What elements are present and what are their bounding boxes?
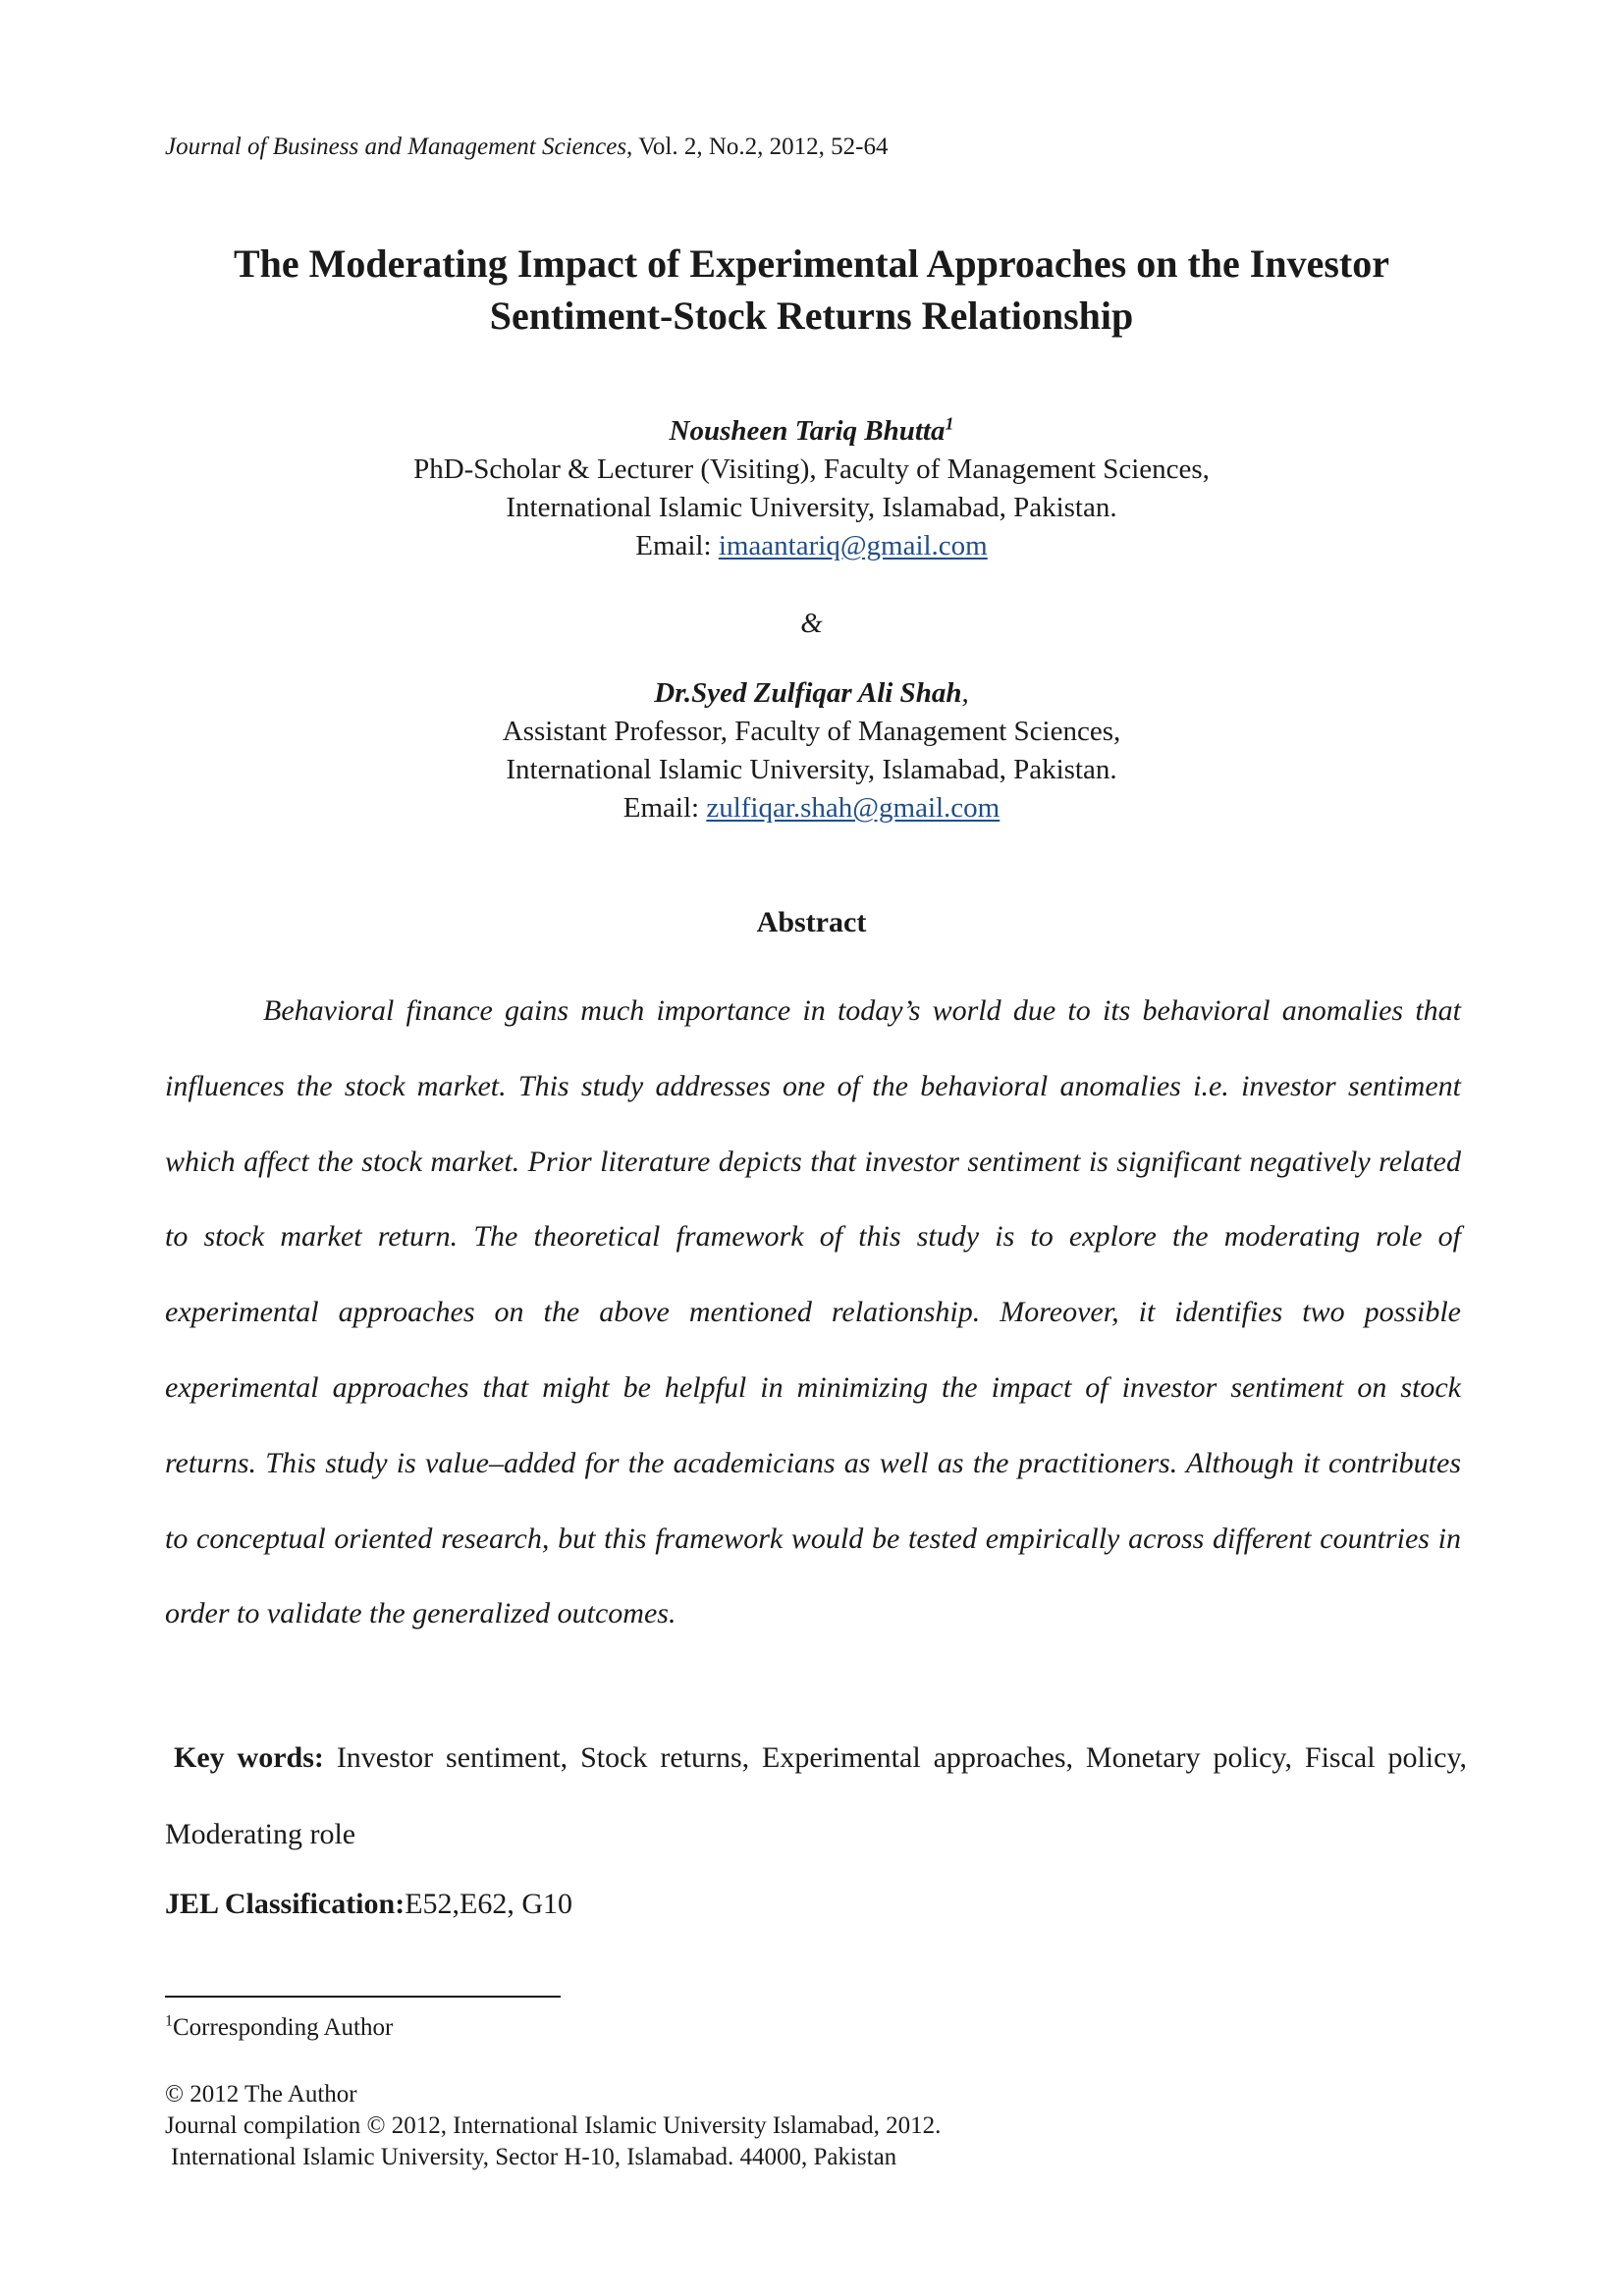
footnote	[165, 2012, 393, 2044]
copyright-line-1: © 2012 The Author	[165, 2081, 357, 2108]
keywords-label: Key words:	[174, 1741, 324, 1774]
abstract-text: Behavioral finance gains much importance in today’s world due to its behavioral anomalies that influences the stock market. This study addresses one of the behavioral anomalies i.e. investor sentiment which affect the stock market. Prior literature depicts that investor sentiment is significant negatively related to stock market return. The theoretical framework of this study is to explore the moderating role of experimental approaches on the above mentioned relationship. Moreover, it identifies two possible experimental approaches that might be helpful in minimizing the impact of investor sentiment on stock returns. This study is value–added for the academicians as well as the practitioners. Although it contributes to conceptual oriented research, but this framework would be tested empirically across different countries in order to validate the generalized outcomes.	[165, 994, 1461, 1630]
author-separator: &	[800, 608, 823, 639]
author-affiliation-1a: PhD-Scholar & Lecturer (Visiting), Faculty of Management Sciences,	[413, 454, 1210, 485]
copyright-line-2: Journal compilation © 2012, International Islamic University Islamabad, 2012.	[165, 2112, 942, 2139]
email-label: Email:	[635, 530, 719, 561]
email-label: Email:	[622, 792, 707, 824]
journal-citation	[165, 132, 889, 163]
author-affiliation-2b: International Islamic University, Islamabad, Pakistan.	[506, 754, 1117, 785]
abstract-heading: Abstract	[756, 906, 867, 938]
author-footnote-mark: 1	[945, 413, 954, 434]
keywords-text: Investor sentiment, Stock returns, Experimental approaches, Monetary policy, Fiscal policy, Moderating role	[165, 1741, 1467, 1850]
author-block-1	[118, 412, 1505, 565]
author-email-link-1[interactable]: imaantariq@gmail.com	[718, 530, 988, 561]
keywords-paragraph	[165, 1720, 1467, 1873]
author-email-link-2[interactable]: zulfiqar.shah@gmail.com	[706, 792, 1001, 824]
author-block-2	[118, 674, 1505, 828]
journal-details: , Vol. 2, No.2, 2012, 52-64	[626, 133, 889, 160]
jel-classification	[165, 1885, 572, 1924]
paper-title-line-2: Sentiment-Stock Returns Relationship	[489, 294, 1134, 338]
footnote-text: Corresponding Author	[173, 2014, 394, 2041]
author-name-1: Nousheen Tariq Bhutta$^1$	[669, 413, 954, 447]
paper-title	[118, 238, 1505, 342]
footnote-mark: 1	[165, 2012, 173, 2030]
footnote-divider	[165, 1996, 561, 1998]
journal-name: Journal of Business and Management Sciences	[165, 133, 627, 160]
copyright-line-3: International Islamic University, Sector H-10, Islamabad. 44000, Pakistan	[171, 2144, 897, 2170]
author-affiliation-2a: Assistant Professor, Faculty of Management Sciences,	[502, 716, 1121, 747]
copyright-block	[165, 2079, 941, 2173]
author-name-2: Dr.Syed Zulfiqar Ali Shah,	[654, 677, 969, 709]
author-affiliation-1b: International Islamic University, Islamabad, Pakistan.	[506, 492, 1117, 523]
author-email-row-2	[118, 789, 1505, 828]
jel-label: JEL Classification:	[165, 1888, 406, 1920]
paper-title-line-1: The Moderating Impact of Experimental Approaches on the Investor	[234, 241, 1389, 286]
jel-codes: E52,E62, G10	[405, 1888, 573, 1920]
author-email-row-1	[118, 527, 1505, 565]
